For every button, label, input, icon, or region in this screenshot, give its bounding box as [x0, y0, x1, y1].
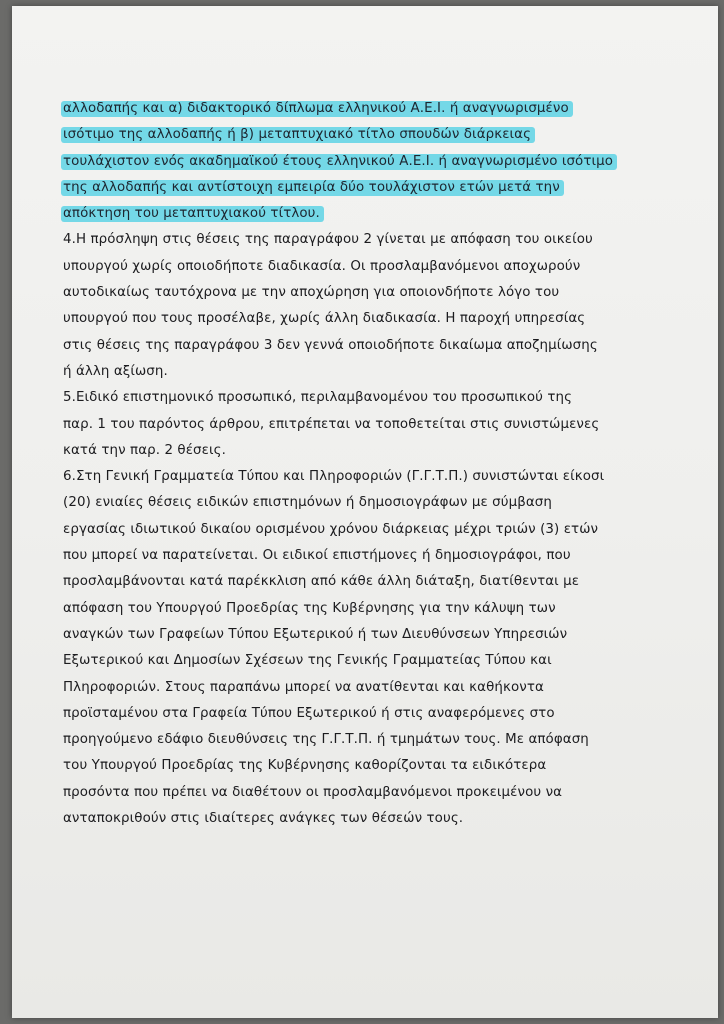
highlighted-text-line — [63, 122, 663, 148]
line-text: προϊσταμένου στα Γραφεία Τύπου Εξωτερικού ή στις αναφερόμενες στο — [63, 705, 555, 721]
line-text: (20) ενιαίες θέσεις ειδικών επιστημόνων ή δημοσιογράφων με σύμβαση — [63, 495, 552, 511]
text-line — [63, 254, 663, 280]
line-text: παρ. 1 του παρόντος άρθρου, επιτρέπεται να τοποθετείται στις συνιστώμενες — [63, 416, 600, 432]
line-text: προσλαμβάνονται κατά παρέκκλιση από κάθε άλλη διάταξη, διατίθενται με — [63, 574, 580, 590]
line-text: ανταποκριθούν στις ιδιαίτερες ανάγκες των θέσεών τους. — [63, 811, 464, 827]
text-line — [63, 333, 663, 359]
text-line — [63, 648, 663, 674]
highlighter-mark: απόκτηση του μεταπτυχιακού τίτλου. — [61, 206, 324, 222]
line-text: υπουργού που τους προσέλαβε, χωρίς άλλη διαδικασία. Η παροχή υπηρεσίας — [63, 311, 586, 327]
text-line — [63, 701, 663, 727]
highlighter-mark: τουλάχιστον ενός ακαδημαϊκού έτους ελληνικού Α.Ε.Ι. ή αναγνωρισμένο ισότιμο — [61, 154, 617, 170]
highlighted-text-line — [63, 96, 663, 122]
text-line — [63, 753, 663, 779]
text-line — [63, 675, 663, 701]
text-line — [63, 306, 663, 332]
text-line — [63, 727, 663, 753]
line-text: κατά την παρ. 2 θέσεις. — [63, 442, 226, 458]
line-text: αυτοδικαίως ταυτόχρονα με την αποχώρηση για οποιονδήποτε λόγο του — [63, 285, 560, 301]
highlighted-text-line — [63, 201, 663, 227]
text-line — [63, 490, 663, 516]
text-line — [63, 569, 663, 595]
highlighted-text-line — [63, 175, 663, 201]
text-line — [63, 517, 663, 543]
text-line — [63, 596, 663, 622]
paper-sheet — [12, 6, 718, 1018]
text-line — [63, 464, 663, 490]
text-line — [63, 806, 663, 832]
highlighter-mark: ισότιμο της αλλοδαπής ή β) μεταπτυχιακό τίτλο σπουδών διάρκειας — [61, 127, 535, 143]
highlighted-text-line — [63, 149, 663, 175]
text-line — [63, 227, 663, 253]
document-text-block — [63, 96, 663, 832]
line-text: στις θέσεις της παραγράφου 3 δεν γεννά οποιοδήποτε δικαίωμα αποζημίωσης — [63, 337, 598, 353]
line-text: Εξωτερικού και Δημοσίων Σχέσεων της Γενικής Γραμματείας Τύπου και — [63, 653, 552, 669]
text-line — [63, 438, 663, 464]
line-text: προηγούμενο εδάφιο διευθύνσεις της Γ.Γ.Τ.Π. ή τμημάτων τους. Με απόφαση — [63, 732, 589, 748]
text-line — [63, 622, 663, 648]
text-line — [63, 412, 663, 438]
line-text: 5.Ειδικό επιστημονικό προσωπικό, περιλαμβανομένου του προσωπικού της — [63, 390, 573, 406]
text-line — [63, 543, 663, 569]
line-text: αναγκών των Γραφείων Τύπου Εξωτερικού ή των Διευθύνσεων Υπηρεσιών — [63, 626, 568, 642]
text-line — [63, 359, 663, 385]
line-text: ή άλλη αξίωση. — [63, 363, 168, 379]
line-text: 4.Η πρόσληψη στις θέσεις της παραγράφου 2 γίνεται με απόφαση του οικείου — [63, 232, 593, 248]
line-text: απόφαση του Υπουργού Προεδρίας της Κυβέρνησης για την κάλυψη των — [63, 600, 556, 616]
line-text: εργασίας ιδιωτικού δικαίου ορισμένου χρόνου διάρκειας μέχρι τριών (3) ετών — [63, 521, 599, 537]
text-line — [63, 780, 663, 806]
line-text: του Υπουργού Προεδρίας της Κυβέρνησης καθορίζονται τα ειδικότερα — [63, 758, 547, 774]
highlighter-mark: αλλοδαπής και α) διδακτορικό δίπλωμα ελληνικού Α.Ε.Ι. ή αναγνωρισμένο — [61, 101, 573, 117]
line-text: που μπορεί να παρατείνεται. Οι ειδικοί επιστήμονες ή δημοσιογράφοι, που — [63, 548, 571, 564]
text-line — [63, 385, 663, 411]
text-line — [63, 280, 663, 306]
line-text: Πληροφοριών. Στους παραπάνω μπορεί να ανατίθενται και καθήκοντα — [63, 679, 544, 695]
line-text: προσόντα που πρέπει να διαθέτουν οι προσλαμβανόμενοι προκειμένου να — [63, 784, 563, 800]
line-text: 6.Στη Γενική Γραμματεία Τύπου και Πληροφοριών (Γ.Γ.Τ.Π.) συνιστώνται είκοσι — [63, 469, 605, 485]
highlighter-mark: της αλλοδαπής και αντίστοιχη εμπειρία δύο τουλάχιστον ετών μετά την — [61, 180, 564, 196]
line-text: υπουργού χωρίς οποιοδήποτε διαδικασία. Οι προσλαμβανόμενοι αποχωρούν — [63, 258, 581, 274]
